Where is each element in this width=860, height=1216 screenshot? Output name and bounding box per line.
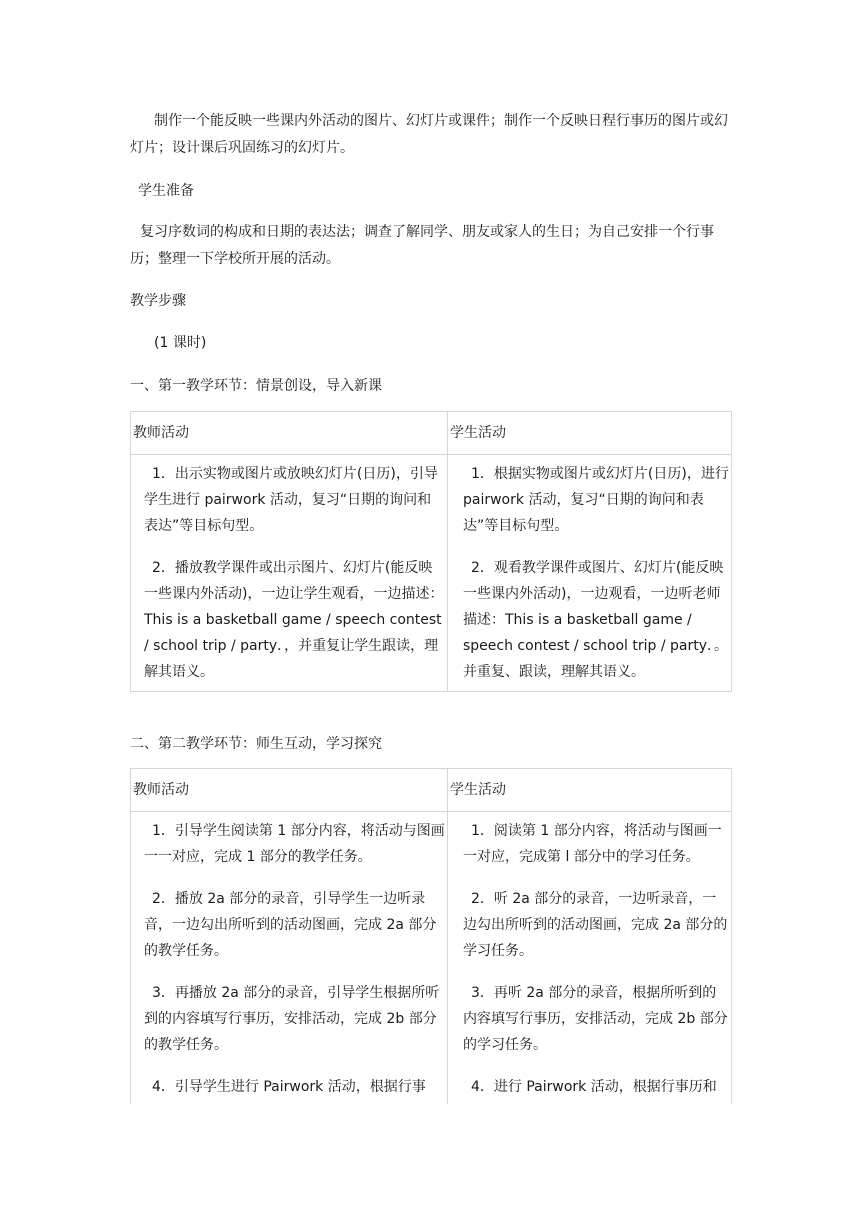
student-activity-header: 学生活动 (448, 412, 732, 455)
teacher-activity-cell (131, 812, 448, 1105)
student-prep-heading: 学生准备 (138, 183, 194, 199)
student-item-1: 1．阅读第 1 部分内容，将活动与图画一一对应，完成第 l 部分中的学习任务。 (463, 823, 722, 865)
section-2-table (130, 768, 732, 1104)
section-2-table-clip (130, 768, 732, 1104)
table-row (131, 812, 732, 1105)
lesson-count: (1 课时) (154, 335, 207, 351)
student-item-3: 3．再听 2a 部分的录音，根据所听到的内容填写行事历，安排活动，完成 2b 部分的学习任务。 (463, 985, 728, 1053)
student-activity-cell (448, 812, 732, 1105)
student-item-1: 1．根据实物或图片或幻灯片(日历)，进行 pairwork 活动，复习“日期的询问和表达”等目标句型。 (463, 466, 729, 534)
teacher-item-3: 3．再播放 2a 部分的录音，引导学生根据所听到的内容填写行事历，安排活动，完成 2b 部分的教学任务。 (144, 985, 440, 1053)
table-header-row (131, 412, 732, 455)
table-row (131, 455, 732, 692)
student-prep-paragraph: 复习序数词的构成和日期的表达法；调查了解同学、朋友或家人的生日；为自己安排一个行事历；整理一下学校所开展的活动。 (130, 224, 714, 267)
section-1-table (130, 411, 732, 692)
student-item-2: 2．观看教学课件或图片、幻灯片(能反映一些课内外活动)，一边观看，一边听老师描述：This is a basketball game / speech contest / school trip / party．。并重复、跟读，理解其语义。 (463, 560, 729, 680)
section-1-title: 一、第一教学环节：情景创设，导入新课 (130, 378, 382, 394)
teacher-item-4: 4．引导学生进行 Pairwork 活动，根据行事 (152, 1079, 426, 1095)
teacher-item-1: 1．出示实物或图片或放映幻灯片(日历)，引导学生进行 pairwork 活动，复习“日期的询问和表达”等目标句型。 (144, 466, 438, 534)
student-activity-header: 学生活动 (448, 769, 732, 812)
student-item-4: 4．进行 Pairwork 活动，根据行事历和 (471, 1079, 717, 1095)
table-header-row (131, 769, 732, 812)
teacher-activity-cell (131, 455, 448, 692)
teacher-activity-header: 教师活动 (131, 769, 448, 812)
teacher-item-1: 1．引导学生阅读第 1 部分内容，将活动与图画一一对应，完成 1 部分的教学任务。 (144, 823, 445, 865)
teacher-activity-header: 教师活动 (131, 412, 448, 455)
teacher-item-2: 2．播放 2a 部分的录音，引导学生一边听录音，一边勾出所听到的活动图画，完成 2a 部分的教学任务。 (144, 891, 437, 959)
section-2-title: 二、第二教学环节：师生互动，学习探究 (130, 736, 382, 752)
student-item-2: 2．听 2a 部分的录音，一边听录音，一边勾出所听到的活动图画，完成 2a 部分的学习任务。 (463, 891, 728, 959)
intro-paragraph: 制作一个能反映一些课内外活动的图片、幻灯片或课件；制作一个反映日程行事历的图片或幻灯片；设计课后巩固练习的幻灯片。 (130, 113, 728, 156)
student-activity-cell (448, 455, 732, 692)
teaching-steps-heading: 教学步骤 (130, 293, 186, 309)
teacher-item-2: 2．播放教学课件或出示图片、幻灯片(能反映一些课内外活动)，一边让学生观看，一边描述：This is a basketball game / speech contest / school trip / party．，并重复让学生跟读，理解其语义。 (144, 560, 444, 680)
